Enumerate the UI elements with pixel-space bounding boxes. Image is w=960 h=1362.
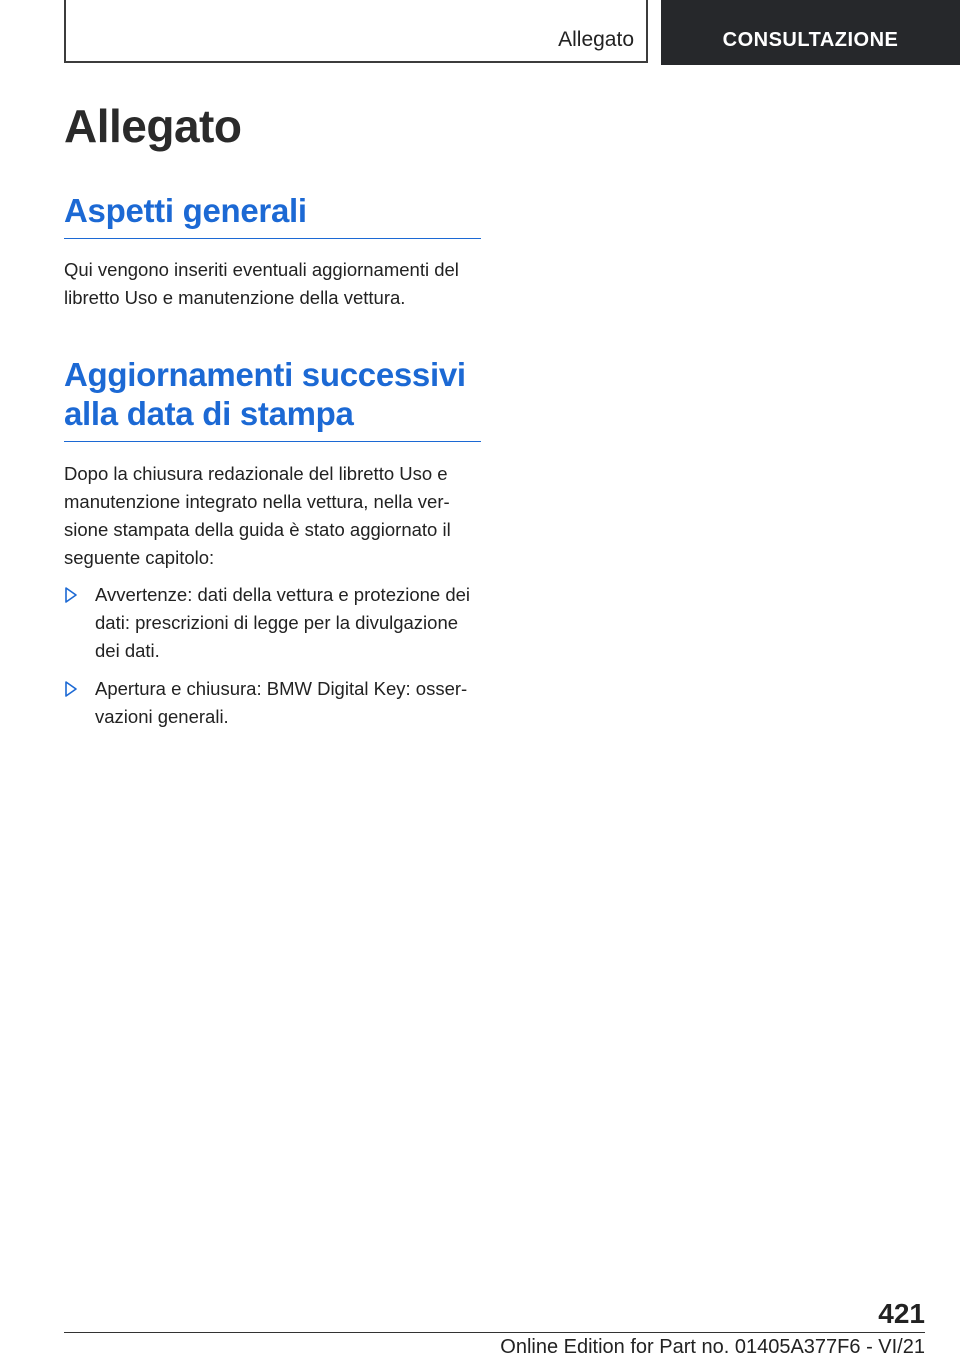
page-content <box>64 98 481 741</box>
section-heading-general: Aspetti generali <box>64 191 481 239</box>
list-item-text: Apertura e chiusura: BMW Digital Key: osservazioni generali. <box>95 678 468 727</box>
section-heading-updates <box>64 355 481 442</box>
triangle-bullet-icon <box>64 680 78 698</box>
section-general-paragraph: Qui vengono inseriti eventuali aggiornamenti del libretto Uso e manutenzione della vettura. <box>64 259 459 308</box>
updated-chapters-list <box>64 581 481 731</box>
header-section-tab <box>64 0 648 63</box>
header-chapter-label: CONSULTAZIONE <box>722 29 899 51</box>
triangle-bullet-icon <box>64 586 78 604</box>
section-heading-updates-line1: Aggiornamenti successivi <box>64 356 466 393</box>
footer-edition-text: Online Edition for Part no. 01405A377F6 - VI/21 <box>500 1336 925 1358</box>
list-item <box>64 581 481 665</box>
list-item-text: Avvertenze: dati della vettura e protezione dei dati: prescrizioni di legge per la divulgazione dei dati. <box>95 584 471 661</box>
page-title: Allegato <box>64 100 242 152</box>
section-updates-paragraph: Dopo la chiusura redazionale del libretto Uso e manutenzione integrato nella vettura, nella versione stampata della guida è stato aggiornato il seguente capitolo: <box>64 463 451 568</box>
list-item <box>64 675 481 731</box>
footer-divider <box>64 1332 925 1333</box>
page-number: 421 <box>878 1298 925 1329</box>
header-chapter-tab <box>661 0 960 65</box>
section-heading-updates-line2: alla data di stampa <box>64 395 354 432</box>
header-section-label: Allegato <box>558 28 634 51</box>
